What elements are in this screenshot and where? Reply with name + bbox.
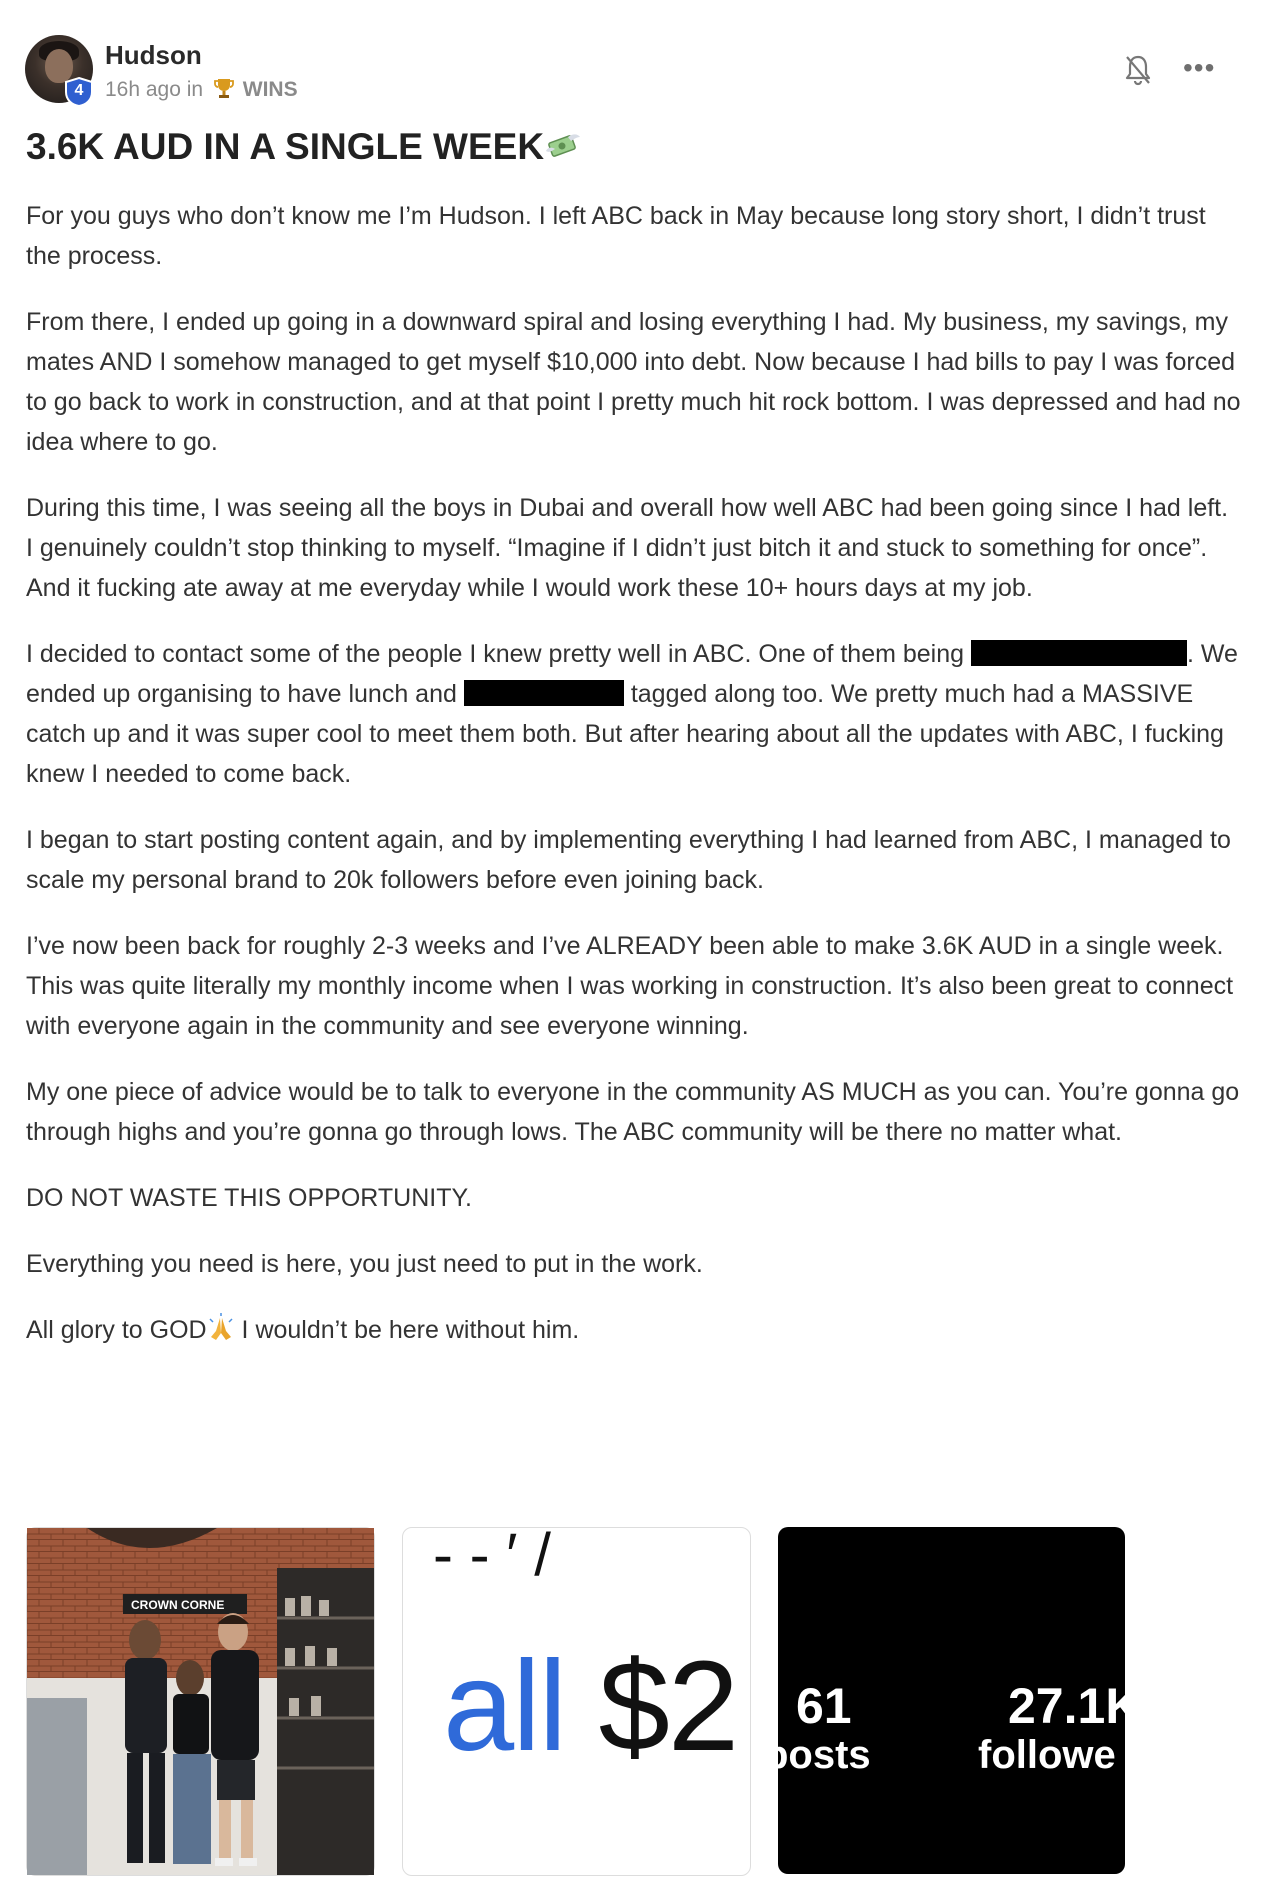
- paragraph: DO NOT WASTE THIS OPPORTUNITY.: [26, 1184, 472, 1212]
- posts-label: posts: [764, 1733, 871, 1777]
- money-with-wings-emoji: [544, 131, 582, 161]
- level-badge: [65, 77, 93, 107]
- post-category[interactable]: WINS: [242, 78, 298, 101]
- attachment-photo[interactable]: [26, 1527, 375, 1876]
- paragraph: My one piece of advice would be to talk to everyone in the community AS MUCH as you can. You’re gonna go through highs and you’re gonna go through lows. The ABC community will be there no matter what.: [26, 1078, 1240, 1146]
- paragraph-text: I wouldn’t be here without him.: [234, 1316, 580, 1344]
- followers-label: followe: [978, 1733, 1116, 1777]
- truncation-fade: [0, 1440, 1266, 1500]
- bell-off-icon[interactable]: [1123, 53, 1153, 87]
- screenshot-fragment: ‑ ‑ ′ /: [433, 1521, 551, 1588]
- paragraph-text: . We ended up organising to have lunch and: [26, 640, 1238, 708]
- paragraph: For you guys who don’t know me I’m Hudson. I left ABC back in May because long story short, I didn’t trust the process.: [26, 202, 1206, 270]
- shop-photo: [27, 1528, 374, 1875]
- post-time: 16h ago in: [105, 78, 204, 101]
- paragraph: Everything you need is here, you just need to put in the work.: [26, 1250, 703, 1278]
- post-title: [26, 126, 582, 168]
- followers-count: 27.1K: [1008, 1678, 1142, 1734]
- post-title-text: 3.6K AUD IN A SINGLE WEEK: [26, 126, 545, 167]
- paragraph: I’ve now been back for roughly 2-3 weeks and I’ve ALREADY been able to make 3.6K AUD in a single week. This was quite literally my monthly income when I was working in construction. It’s also been great to connect with everyone again in the community and see everyone winning.: [26, 932, 1234, 1040]
- paragraph: From there, I ended up going in a downward spiral and losing everything I had. My business, my savings, my mates AND I somehow managed to get myself $10,000 into debt. Now because I had bills to pay I was forced to go back to work in construction, and at that point I pretty much hit rock bottom. I was depressed and had no idea where to go.: [26, 308, 1241, 456]
- level-number: 4: [74, 82, 84, 99]
- attachment-stats[interactable]: [764, 1527, 1142, 1874]
- screenshot-text-blue: all: [443, 1635, 566, 1778]
- author-name[interactable]: Hudson: [105, 40, 202, 70]
- paragraph: During this time, I was seeing all the boys in Dubai and overall how well ABC had been going since I had left. I genuinely couldn’t stop thinking to myself. “Imagine if I didn’t just bitch it and stuck to something for once”. And it fucking ate away at me everyday while I would work these 10+ hours days at my job.: [26, 494, 1229, 602]
- paragraph-text: All glory to GOD: [26, 1316, 207, 1344]
- folded-hands-emoji: [207, 1315, 235, 1341]
- posts-count: 61: [796, 1678, 852, 1734]
- screenshot-text-dark: $2: [598, 1635, 737, 1778]
- attachment-screenshot[interactable]: [402, 1521, 751, 1876]
- shop-sign-text: CROWN CORNE: [131, 1598, 225, 1612]
- post-header: [25, 35, 1225, 110]
- screenshot-text: [443, 1633, 737, 1780]
- more-horizontal-icon[interactable]: •••: [1183, 52, 1216, 83]
- paragraph: [26, 1310, 1241, 1350]
- redacted-mention: [464, 680, 624, 706]
- paragraph-text: I decided to contact some of the people I knew pretty well in ABC. One of them being: [26, 640, 965, 668]
- paragraph: [26, 634, 1241, 794]
- redacted-mention: [971, 640, 1187, 666]
- post-body: [26, 196, 1241, 1376]
- paragraph: I began to start posting content again, and by implementing everything I had learned from ABC, I managed to scale my personal brand to 20k followers before even joining back.: [26, 826, 1231, 894]
- paragraph-text: tagged along too. We pretty much had a MASSIVE catch up and it was super cool to meet them both. But after hearing about all the updates with ABC, I fucking knew I needed to come back.: [26, 680, 1224, 788]
- trophy-icon: [213, 77, 235, 99]
- post-meta: [105, 77, 298, 102]
